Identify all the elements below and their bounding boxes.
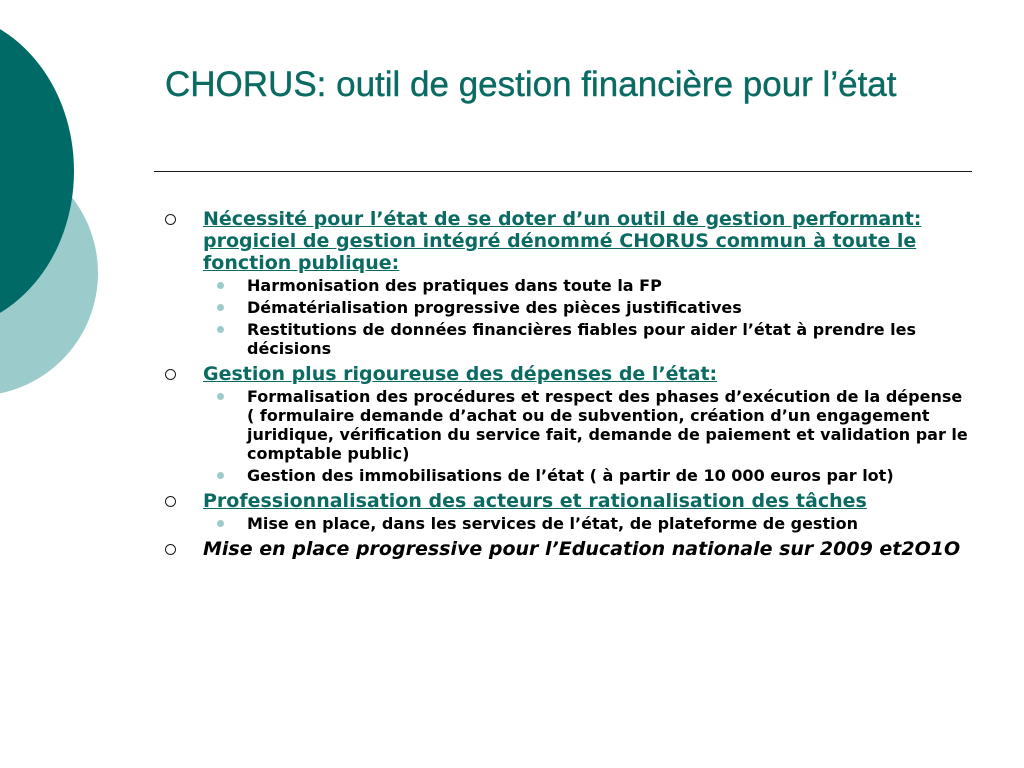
sub-bullet-text: Restitutions de données financières fiables pour aider l’état à prendre les décisions (247, 320, 917, 358)
bullet-dot-icon (217, 393, 224, 400)
sub-bullet-item (203, 387, 970, 463)
bullet-dot-icon (217, 326, 224, 333)
bullet-dot-icon (217, 304, 224, 311)
bullet-list (160, 208, 970, 560)
bullet-dot-icon (217, 282, 224, 289)
bullet-ring-icon (165, 369, 176, 380)
bullet-ring-icon (165, 496, 176, 507)
bullet-item (160, 490, 970, 533)
bullet-item (160, 363, 970, 485)
bullet-dot-icon (217, 520, 224, 527)
sub-bullet-text: Dématérialisation progressive des pièces justificatives (247, 298, 742, 317)
sub-bullet-text: Mise en place, dans les services de l’état, de plateforme de gestion (247, 514, 858, 533)
sub-bullet-item (203, 298, 970, 317)
sub-bullet-text: Harmonisation des pratiques dans toute la FP (247, 276, 662, 295)
sub-bullet-item (203, 320, 970, 358)
sub-bullet-item (203, 276, 970, 295)
bullet-dot-icon (217, 472, 224, 479)
bullet-item (160, 538, 970, 560)
bullet-ring-icon (165, 544, 176, 555)
sub-bullet-list (203, 514, 970, 533)
sub-bullet-item (203, 514, 970, 533)
title-divider (154, 171, 972, 172)
sub-bullet-item (203, 466, 970, 485)
sub-bullet-text: Gestion des immobilisations de l’état ( à partir de 10 000 euros par lot) (247, 466, 894, 485)
bullet-text: Professionnalisation des acteurs et rationalisation des tâches (203, 490, 867, 512)
sub-bullet-list (203, 276, 970, 358)
bullet-item (160, 208, 970, 358)
bullet-text: Mise en place progressive pour l’Education nationale sur 2009 et2O1O (203, 538, 961, 560)
bullet-ring-icon (165, 214, 176, 225)
sub-bullet-list (203, 387, 970, 485)
bullet-text: Gestion plus rigoureuse des dépenses de l’état: (203, 363, 718, 385)
sub-bullet-text: Formalisation des procédures et respect des phases d’exécution de la dépense ( formulaire demande d’achat ou de subvention, création d’un engagement juridique, vérification du service fait, demande de paiement et validation par le comptable public) (247, 387, 968, 463)
bullet-text: Nécessité pour l’état de se doter d’un outil de gestion performant: progiciel de gestion intégré dénommé CHORUS commun à toute le fonction publique: (203, 208, 922, 274)
slide-title: CHORUS: outil de gestion financière pour l’état (165, 65, 897, 104)
